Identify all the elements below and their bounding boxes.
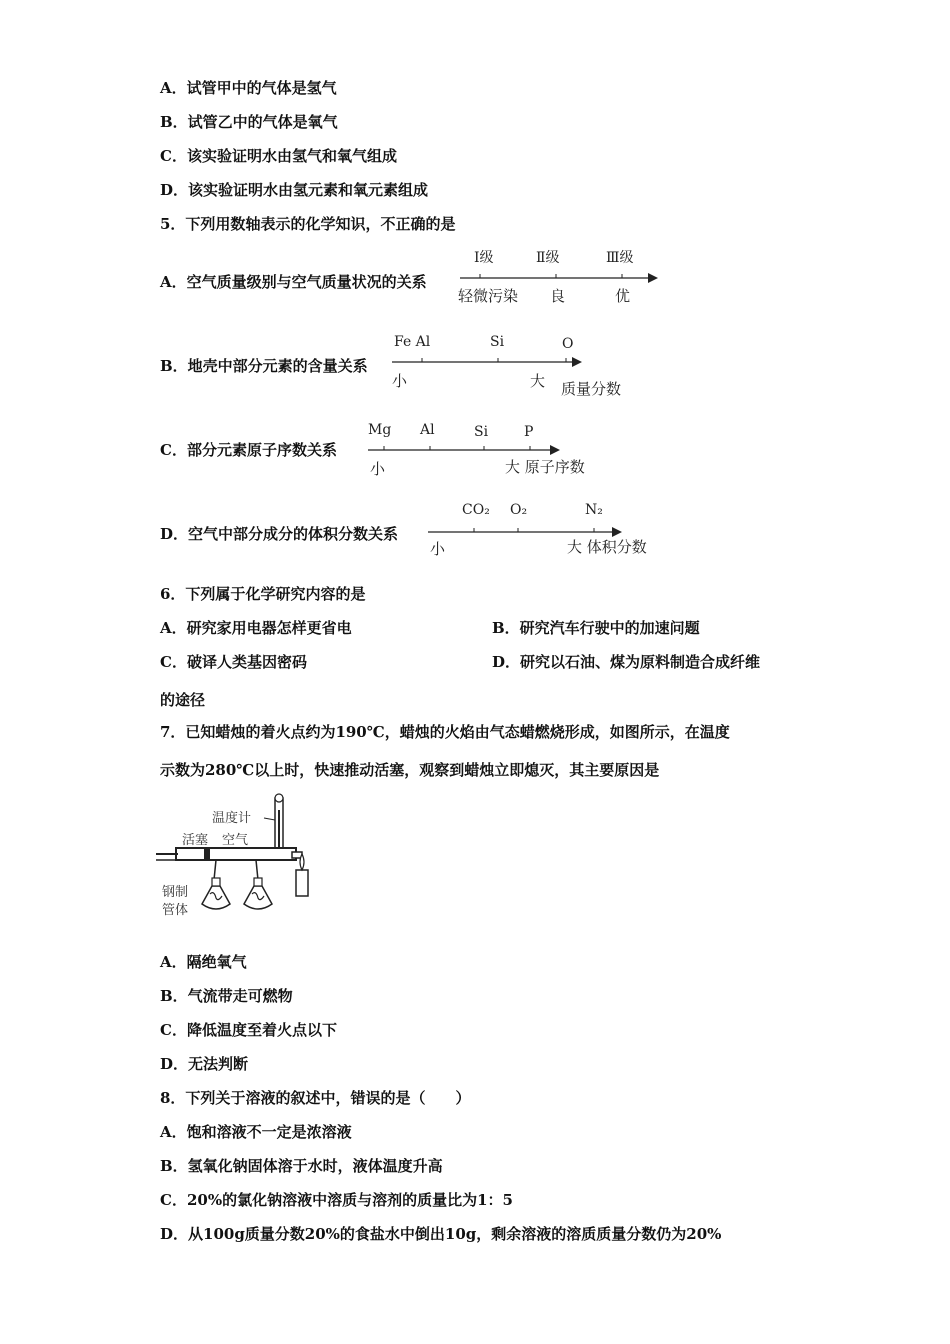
fig-label-piston: 活塞 [182, 833, 209, 848]
q5c-top-3: Si [474, 424, 489, 440]
q6-option-d: D．研究以石油、煤为原料制造合成纤维 [492, 653, 761, 671]
q5b-top-3: O [562, 336, 574, 352]
q5a-top-3: Ⅲ级 [606, 250, 634, 266]
q5c-top-2: Al [420, 422, 435, 438]
q6-option-d-continued: 的途径 [160, 691, 206, 709]
q5-option-c-label: C．部分元素原子序数关系 [160, 441, 337, 459]
q5a-top-2: Ⅱ级 [536, 250, 560, 266]
q5a-bottom-3: 优 [615, 287, 631, 305]
steel-tube [176, 848, 296, 860]
fig-label-air: 空气 [222, 833, 249, 848]
q5c-bottom-2: 大 原子序数 [505, 458, 585, 476]
fig-label-tube-2: 管体 [162, 903, 189, 918]
q4-option-c: C．该实验证明水由氢气和氧气组成 [160, 147, 397, 165]
q4-option-a: A．试管甲中的气体是氢气 [160, 79, 337, 97]
q8-option-a: A．饱和溶液不一定是浓溶液 [160, 1123, 352, 1141]
q8-option-c: C．20%的氯化钠溶液中溶质与溶剂的质量比为1：5 [160, 1191, 513, 1209]
q7-stem-line-2: 示数为280℃以上时，快速推动活塞，观察到蜡烛立即熄灭，其主要原因是 [160, 761, 660, 779]
q5a-top-1: Ⅰ级 [474, 250, 494, 266]
fig-label-thermometer: 温度计 [212, 811, 252, 826]
q5-option-d-label: D．空气中部分成分的体积分数关系 [160, 525, 399, 543]
q6-stem: 6．下列属于化学研究内容的是 [160, 585, 366, 603]
q5d-top-2: O₂ [510, 502, 528, 518]
q7-option-b: B．气流带走可燃物 [160, 987, 293, 1005]
q6-option-a: A．研究家用电器怎样更省电 [160, 619, 352, 637]
q4-option-d: D．该实验证明水由氢元素和氧元素组成 [160, 181, 429, 199]
q5-option-a-label: A．空气质量级别与空气质量状况的关系 [160, 273, 427, 291]
q5d-top-3: N₂ [585, 502, 603, 518]
q5-stem: 5．下列用数轴表示的化学知识，不正确的是 [160, 215, 456, 233]
q5a-bottom-2: 良 [550, 287, 566, 305]
q5b-bottom-1: 小 [392, 372, 408, 390]
q6-option-b: B．研究汽车行驶中的加速问题 [492, 619, 700, 637]
q8-option-d: D．从100g质量分数20%的食盐水中倒出10g，剩余溶液的溶质质量分数仍为20% [160, 1225, 722, 1243]
q7-option-a: A．隔绝氧气 [160, 953, 247, 971]
q5d-top-1: CO₂ [462, 502, 490, 518]
q5d-bottom-2: 大 体积分数 [567, 538, 647, 556]
candle [296, 870, 308, 896]
q5a-bottom-1: 轻微污染 [458, 287, 519, 305]
q5d-bottom-1: 小 [430, 540, 446, 558]
q7-option-c: C．降低温度至着火点以下 [160, 1021, 337, 1039]
q5b-top-1: Fe Al [394, 334, 431, 350]
q5-option-a-axis [460, 272, 660, 284]
q4-option-b: B．试管乙中的气体是氧气 [160, 113, 338, 131]
q8-stem: 8．下列关于溶液的叙述中，错误的是（ ） [160, 1089, 471, 1107]
q7-stem-line-1: 7．已知蜡烛的着火点约为190℃，蜡烛的火焰由气态蜡燃烧形成，如图所示，在温度 [160, 723, 730, 741]
q7-apparatus-figure [156, 790, 316, 930]
q8-option-b: B．氢氧化钠固体溶于水时，液体温度升高 [160, 1157, 443, 1175]
q5-option-b-axis [392, 356, 587, 368]
q5c-top-1: Mg [368, 422, 392, 438]
q5b-top-2: Si [490, 334, 505, 350]
q5-option-c-axis [368, 444, 563, 456]
q7-option-d: D．无法判断 [160, 1055, 249, 1073]
q5c-bottom-1: 小 [370, 460, 386, 478]
q5c-top-4: P [524, 424, 534, 440]
q5b-bottom-3: 质量分数 [561, 380, 622, 398]
q5-option-b-label: B．地壳中部分元素的含量关系 [160, 357, 368, 375]
q6-option-c: C．破译人类基因密码 [160, 653, 307, 671]
fig-label-tube-1: 钢制 [162, 885, 189, 900]
q5b-bottom-2: 大 [530, 372, 546, 390]
